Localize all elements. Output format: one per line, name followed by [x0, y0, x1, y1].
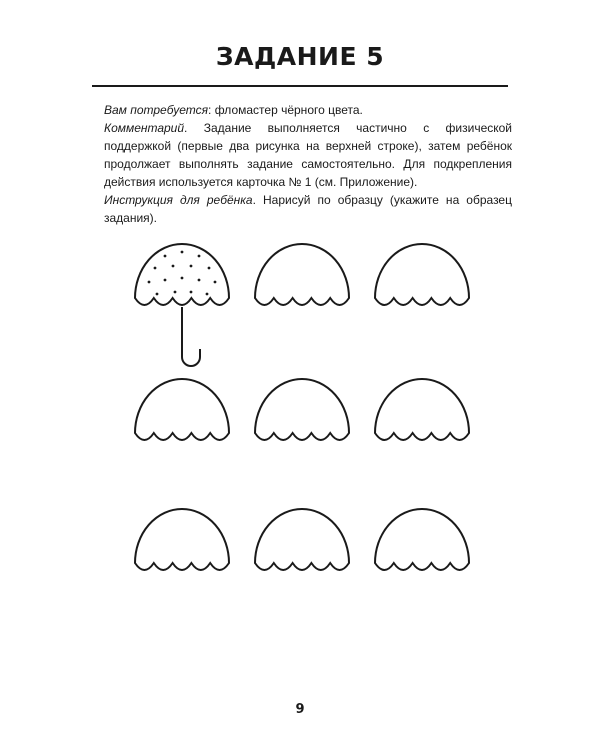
comment-paragraph — [104, 119, 512, 191]
canopy-dot — [214, 281, 217, 284]
instructions-block — [104, 101, 512, 227]
canopy-dot — [208, 267, 211, 270]
canopy-dot — [154, 267, 157, 270]
umbrella-canopy — [375, 509, 469, 570]
umbrella-canopy — [375, 244, 469, 305]
canopy-dot — [172, 265, 175, 268]
title-divider — [92, 85, 508, 87]
child-instruction-text: . Нарисуй по образцу (укажите на образец задания). — [104, 193, 512, 225]
umbrella-canopy — [135, 379, 229, 440]
umbrella-canopy — [255, 509, 349, 570]
canopy-dot — [198, 279, 201, 282]
canopy-dot — [164, 255, 167, 258]
umbrella-canopy — [135, 509, 229, 570]
page-title: ЗАДАНИЕ 5 — [215, 42, 385, 71]
umbrella-handle — [182, 307, 200, 366]
canopy-dot — [181, 251, 184, 254]
canopy-dot — [198, 255, 201, 258]
canopy-dot — [164, 279, 167, 282]
umbrella-canopy — [135, 244, 229, 305]
umbrella-canopy — [255, 244, 349, 305]
materials-paragraph — [104, 101, 512, 119]
child-instruction-paragraph — [104, 191, 512, 227]
canopy-dot — [156, 293, 159, 296]
comment-label: Комментарий — [104, 121, 185, 135]
comment-text: . Задание выполняется частично с физической поддержкой (первые два рисунка на верхней строке), затем ребёнок продолжает выполнять задание самостоятельно. Для подкрепления действия используется карточка № 1 (см. Приложение). — [104, 121, 512, 189]
canopy-dot — [174, 291, 177, 294]
canopy-dot — [190, 265, 193, 268]
canopy-dot — [190, 291, 193, 294]
canopy-dot — [148, 281, 151, 284]
child-instruction-label: Инструкция для ребёнка — [104, 193, 253, 207]
materials-label: Вам потребуется — [104, 103, 209, 117]
umbrella-canopy — [255, 379, 349, 440]
canopy-dot — [181, 277, 184, 280]
umbrella-canopy — [375, 379, 469, 440]
page-number: 9 — [295, 702, 305, 717]
canopy-dot — [206, 293, 209, 296]
materials-text: : фломастер чёрного цвета. — [208, 103, 363, 117]
